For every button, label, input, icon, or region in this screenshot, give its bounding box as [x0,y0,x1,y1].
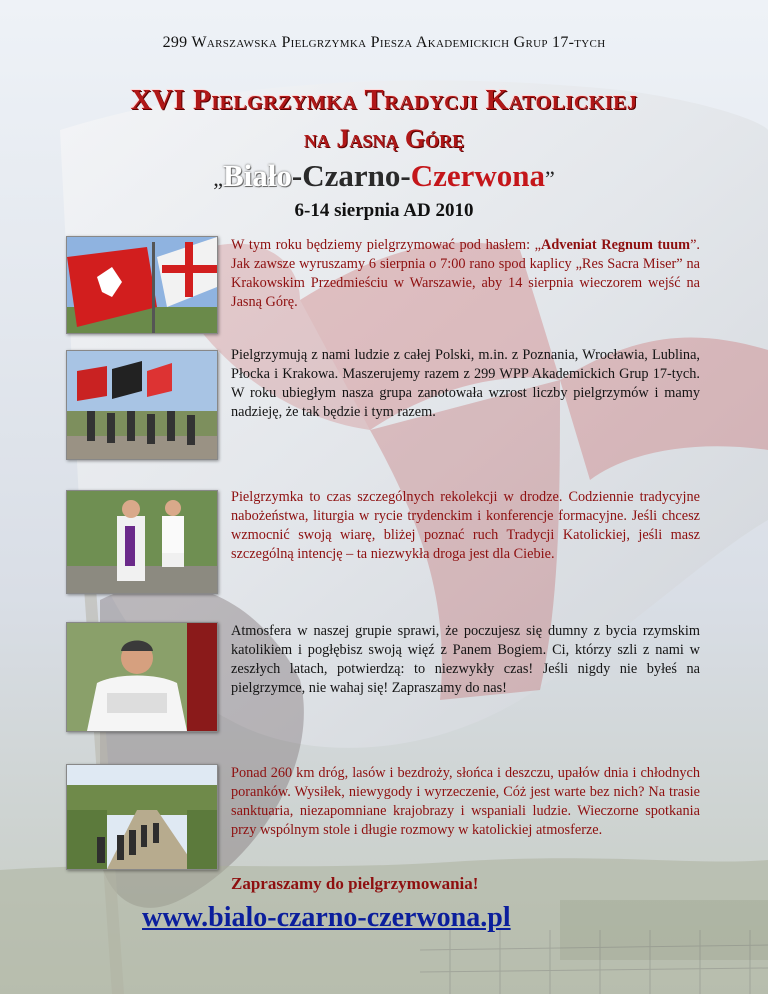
motto-dash-2: - [400,158,411,193]
subtitle: na Jasną Górę [303,124,465,153]
road-photo [66,764,218,870]
motto-open-quote: „ [213,166,223,191]
marchers-photo [66,350,218,460]
website-link[interactable]: www.bialo-czarno-czerwona.pl [142,902,511,933]
motto-red: Czerwona [410,158,545,193]
paragraph-retreat: Pielgrzymka to czas szczególnych rekolekcji w drodze. Codziennie tradycyjne nabożeństwa, liturgia w rycie trydenckim i konferencje formacyjne. Jeśli chcesz wzmocnić swoją wiarę, bliżej poznać ruch Tradycji Katolickiej, jeśli masz szczególną intencję – ta niezwykła droga jest dla Ciebie. [231,489,700,562]
paragraph-motto [231,236,700,312]
paragraph-atmosphere: Atmosfera w naszej grupie sprawi, że poczujesz się dumny z bycia rzymskim katolikiem i pogłębisz swoją więź z Panem Bogiem. Ci, którzy szli z nami w zeszłych latach, potwierdzą: to niezwykły czas! Jeśli nigdy nie byłeś na pielgrzymce, nie wahaj się! Zapraszamy do nas! [231,623,700,696]
motto-latin: Adveniat Regnum tuum [541,237,691,253]
motto-black: Czarno [302,158,401,193]
flags-photo [66,236,218,334]
invitation: Zapraszamy do pielgrzymowania! [231,874,479,893]
motto-dash-1: - [291,158,303,193]
paragraph-1-intro: W tym roku będziemy pielgrzymować pod hasłem: „ [231,237,542,253]
motto-white: Biało [222,158,292,193]
organizer-line: 299 Warszawska Pielgrzymka Piesza Akademickich Grup 17-tych [162,34,606,51]
main-title: XVI Pielgrzymka Tradycji Katolickiej [130,84,638,116]
event-date: 6-14 sierpnia AD 2010 [294,200,474,221]
paragraph-1-rest: ”. Jak zawsze wyruszamy 6 sierpnia o 7:00 rano spod kaplicy „Res Sacra Miser” na Krakowskim Przedmieściu w Warszawie, aby 14 sierpnia wieczorem wejść na Jasną Górę. [231,237,700,310]
priest-photo [66,490,218,594]
paragraph-route: Ponad 260 km dróg, lasów i bezdroży, słońca i deszczu, upałów dnia i chłodnych poranków. Wysiłek, niewygody i wyrzeczenie, Cóż jest warte bez nich? Na trasie sanktuaria, niezapomniane krajobrazy i wspaniali ludzie. Wieczorne spotkania przy wspólnym stole i długie rozmowy w katolickiej atmosferze. [231,765,700,838]
pilgrim-photo [66,622,218,732]
motto [0,158,768,194]
paragraph-participants: Pielgrzymują z nami ludzie z całej Polski, m.in. z Poznania, Wrocławia, Lublina, Płocka i Krakowa. Maszerujemy razem z 299 WPP Akademickich Grup 17-tych. W roku ubiegłym nasza grupa zanotowała wzrost liczby pielgrzymów i mamy nadzieję, że tak będzie i tym razem. [231,347,700,420]
motto-close-quote: ” [545,166,555,191]
